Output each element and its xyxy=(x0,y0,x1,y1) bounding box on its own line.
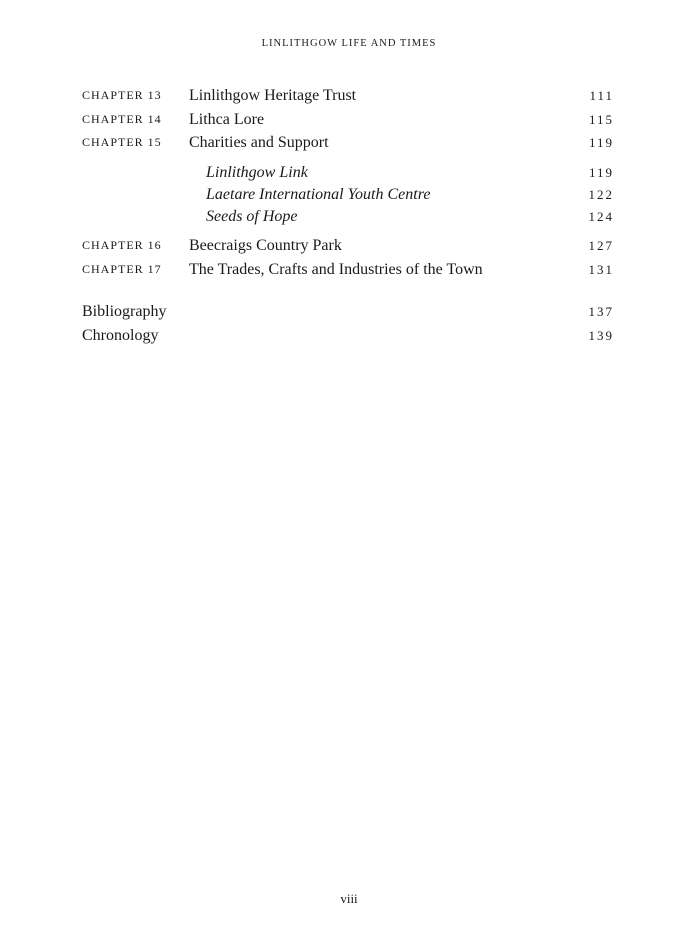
chapter-title: Beecraigs Country Park xyxy=(189,237,342,255)
page-number: 131 xyxy=(588,261,614,277)
subsection-title: Seeds of Hope xyxy=(206,208,298,226)
back-matter-title: Chronology xyxy=(82,326,159,344)
toc-entry-chapter-13 xyxy=(82,84,614,108)
page-number: 139 xyxy=(588,327,614,343)
chapter-title: The Trades, Crafts and Industries of the Town xyxy=(189,260,483,278)
toc-subentry xyxy=(82,162,614,184)
toc-entry-chapter-15 xyxy=(82,131,614,155)
toc-subentry xyxy=(82,184,614,206)
subsection-title: Laetare International Youth Centre xyxy=(206,185,431,203)
page-number: 127 xyxy=(588,238,614,254)
page-number: 111 xyxy=(589,88,614,103)
page-number: 119 xyxy=(588,164,614,180)
toc-entry-chapter-16 xyxy=(82,234,614,258)
toc-entry-chapter-17 xyxy=(82,258,614,282)
chapter-label: CHAPTER 16 xyxy=(82,238,162,253)
page-number: 124 xyxy=(588,209,614,225)
toc-entry-chapter-14 xyxy=(82,108,614,132)
table-of-contents xyxy=(82,84,614,347)
chapter-label: CHAPTER 14 xyxy=(82,111,162,126)
page-folio: viii xyxy=(340,891,358,906)
toc-entry-bibliography xyxy=(82,300,614,324)
back-matter-list xyxy=(82,300,614,347)
toc-subentry xyxy=(82,206,614,228)
subsection-title: Linlithgow Link xyxy=(206,163,308,181)
chapter-title: Linlithgow Heritage Trust xyxy=(189,87,357,104)
chapter-label: CHAPTER 13 xyxy=(82,88,162,102)
chapter-title: Lithca Lore xyxy=(189,110,265,128)
page-number: 137 xyxy=(588,304,614,320)
chapter-label: CHAPTER 17 xyxy=(82,261,162,276)
chapter-title: Charities and Support xyxy=(189,134,329,151)
back-matter-title: Bibliography xyxy=(82,303,167,321)
subsection-list xyxy=(82,155,614,235)
page-number: 119 xyxy=(588,135,614,150)
page-number: 122 xyxy=(588,186,614,202)
page-number: 115 xyxy=(588,111,614,127)
running-head: LINLITHGOW LIFE AND TIMES xyxy=(261,38,437,49)
chapter-label: CHAPTER 15 xyxy=(82,135,162,149)
toc-entry-chronology xyxy=(82,324,614,348)
